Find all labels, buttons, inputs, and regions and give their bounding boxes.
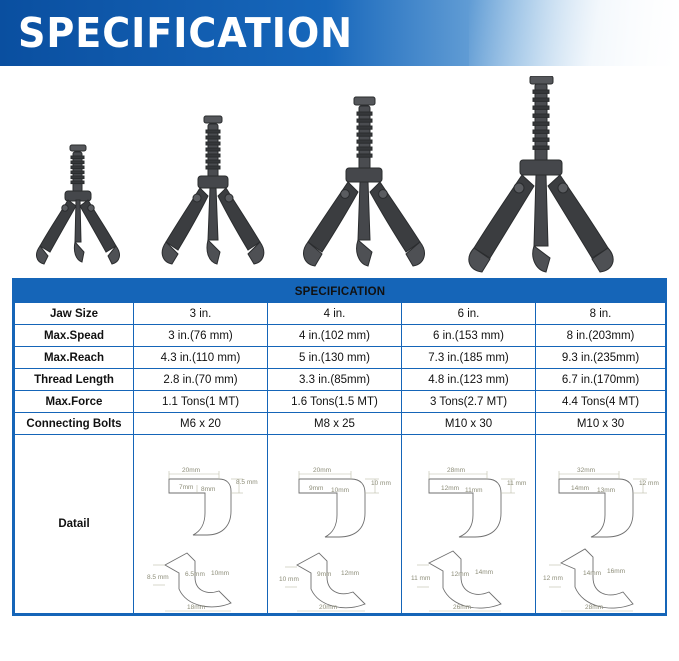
- table-title-row: [15, 281, 666, 303]
- detail-drawing-8in: [536, 435, 665, 613]
- cell-thread-length-6in: 4.8 in.(123 mm): [402, 369, 536, 391]
- dim-bottom-height-4in: 12mm: [340, 570, 359, 577]
- 3-jaw-puller-8in: [452, 76, 632, 276]
- dim-top-inner-b-6in: 11mm: [464, 487, 483, 494]
- row-label-connecting-bolts: Connecting Bolts: [15, 413, 134, 435]
- cell-max-spead-3in: 3 in.(76 mm): [134, 325, 268, 347]
- table-title: SPECIFICATION: [15, 281, 666, 303]
- cell-max-reach-8in: 9.3 in.(235mm): [536, 347, 666, 369]
- cell-max-reach-3in: 4.3 in.(110 mm): [134, 347, 268, 369]
- cell-thread-length-4in: 3.3 in.(85mm): [268, 369, 402, 391]
- 3-jaw-puller-6in: [290, 94, 440, 274]
- dim-top-inner-a-6in: 12mm: [440, 485, 459, 492]
- dim-bottom-height-6in: 14mm: [474, 569, 493, 576]
- dim-top-inner-b-3in: 8mm: [200, 486, 215, 493]
- cell-max-force-6in: 3 Tons(2.7 MT): [402, 391, 536, 413]
- dim-top-height-8in: 12 mm: [638, 480, 659, 487]
- row-label-detail: Datail: [15, 435, 134, 614]
- cell-max-force-4in: 1.6 Tons(1.5 MT): [268, 391, 402, 413]
- product-image-strip: [0, 66, 679, 278]
- detail-drawing-6in: [402, 435, 535, 613]
- cell-connecting-bolts-6in: M10 x 30: [402, 413, 536, 435]
- table-row: [15, 413, 666, 435]
- cell-max-spead-8in: 8 in.(203mm): [536, 325, 666, 347]
- cell-max-spead-6in: 6 in.(153 mm): [402, 325, 536, 347]
- cell-max-spead-4in: 4 in.(102 mm): [268, 325, 402, 347]
- row-label-max-spead: Max.Spead: [15, 325, 134, 347]
- dim-bottom-width-8in: 28mm: [584, 604, 603, 611]
- cell-jaw-size-3in: 3 in.: [134, 303, 268, 325]
- detail-cell-6in: [402, 435, 536, 614]
- cell-jaw-size-6in: 6 in.: [402, 303, 536, 325]
- dim-bottom-inner-b-8in: 12 mm: [542, 575, 563, 582]
- table-row: [15, 347, 666, 369]
- cell-max-reach-6in: 7.3 in.(185 mm): [402, 347, 536, 369]
- detail-cell-4in: [268, 435, 402, 614]
- dim-top-width-3in: 20mm: [181, 467, 200, 474]
- dim-top-height-6in: 11 mm: [506, 480, 526, 487]
- dim-bottom-inner-a-4in: 9mm: [316, 571, 331, 578]
- detail-cell-8in: [536, 435, 666, 614]
- dim-top-inner-a-3in: 7mm: [178, 484, 193, 491]
- dim-bottom-width-6in: 26mm: [452, 604, 471, 611]
- table-row: [15, 369, 666, 391]
- dim-top-inner-a-4in: 9mm: [308, 485, 323, 492]
- cell-jaw-size-4in: 4 in.: [268, 303, 402, 325]
- dim-top-width-6in: 28mm: [446, 467, 465, 474]
- cell-connecting-bolts-3in: M6 x 20: [134, 413, 268, 435]
- cell-connecting-bolts-4in: M8 x 25: [268, 413, 402, 435]
- table-row: [15, 325, 666, 347]
- dim-top-inner-a-8in: 14mm: [570, 485, 589, 492]
- row-label-thread-length: Thread Length: [15, 369, 134, 391]
- row-label-max-force: Max.Force: [15, 391, 134, 413]
- detail-drawing-4in: [268, 435, 401, 613]
- row-label-max-reach: Max.Reach: [15, 347, 134, 369]
- page-title: SPECIFICATION: [18, 9, 354, 57]
- table-row: [15, 303, 666, 325]
- dim-bottom-inner-a-8in: 14mm: [582, 570, 601, 577]
- dim-top-inner-b-4in: 10mm: [330, 487, 349, 494]
- cell-connecting-bolts-8in: M10 x 30: [536, 413, 666, 435]
- dim-bottom-inner-a-6in: 12mm: [450, 571, 469, 578]
- cell-thread-length-3in: 2.8 in.(70 mm): [134, 369, 268, 391]
- dim-bottom-inner-b-4in: 10 mm: [278, 576, 299, 583]
- table-row: [15, 391, 666, 413]
- cell-max-reach-4in: 5 in.(130 mm): [268, 347, 402, 369]
- dim-bottom-width-3in: 18mm: [186, 604, 205, 611]
- specification-table: [14, 280, 666, 614]
- dim-top-width-8in: 32mm: [576, 467, 595, 474]
- cell-thread-length-8in: 6.7 in.(170mm): [536, 369, 666, 391]
- dim-bottom-inner-b-6in: 11 mm: [410, 575, 430, 582]
- cell-jaw-size-8in: 8 in.: [536, 303, 666, 325]
- detail-row: [15, 435, 666, 614]
- dim-top-inner-b-8in: 13mm: [596, 487, 615, 494]
- dim-top-height-3in: 8.5 mm: [235, 479, 258, 486]
- row-label-jaw-size: Jaw Size: [15, 303, 134, 325]
- header-banner: [0, 0, 679, 66]
- detail-drawing-3in: [134, 435, 267, 613]
- 3-jaw-puller-3in: [18, 142, 138, 272]
- cell-max-force-3in: 1.1 Tons(1 MT): [134, 391, 268, 413]
- dim-bottom-inner-a-3in: 6.5mm: [184, 571, 205, 578]
- detail-cell-3in: [134, 435, 268, 614]
- dim-top-height-4in: 10 mm: [370, 480, 391, 487]
- specification-table-wrapper: [12, 278, 667, 616]
- banner-gloss: [469, 0, 679, 66]
- cell-max-force-8in: 4.4 Tons(4 MT): [536, 391, 666, 413]
- dim-bottom-inner-b-3in: 8.5 mm: [146, 574, 169, 581]
- dim-top-width-4in: 20mm: [312, 467, 331, 474]
- 3-jaw-puller-4in: [148, 114, 278, 274]
- dim-bottom-width-4in: 20mm: [318, 604, 337, 611]
- dim-bottom-height-3in: 10mm: [210, 570, 229, 577]
- dim-bottom-height-8in: 16mm: [606, 568, 625, 575]
